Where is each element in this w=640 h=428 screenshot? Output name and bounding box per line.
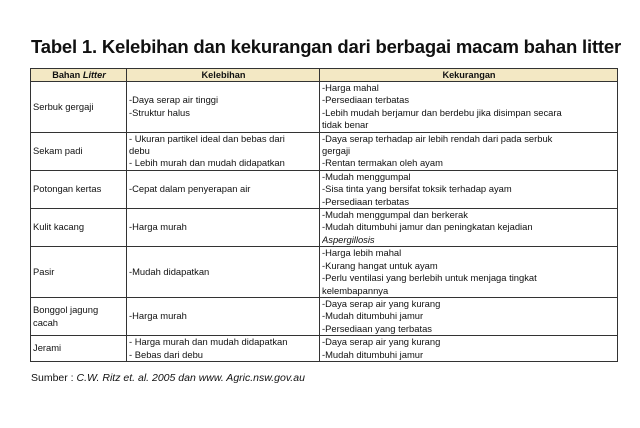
cell-line: -Harga murah [129, 310, 187, 322]
cell-line: -Persediaan terbatas [322, 195, 410, 207]
cons-cell [320, 247, 618, 298]
pros-cell [127, 247, 320, 298]
cell-line: -Mudah ditumbuhi jamur dan peningkatan kejadian [322, 221, 533, 233]
cell-line: -Perlu ventilasi yang berlebih untuk menjaga tingkat [322, 272, 537, 284]
pros-cell [127, 132, 320, 170]
table-header-row [31, 69, 618, 82]
cell-line: -Persediaan terbatas [322, 94, 410, 106]
pros-cell [127, 297, 320, 335]
cell-line: Serbuk gergaji [33, 100, 94, 112]
table-title: Tabel 1. Kelebihan dan kekurangan dari berbagai macam bahan litter [31, 36, 621, 57]
cell-line: -Daya serap terhadap air lebih rendah dari pada serbuk [322, 132, 553, 144]
cell-line: Kulit kacang [33, 221, 85, 233]
cons-cell [320, 297, 618, 335]
cell-line: -Mudah menggumpal [322, 170, 411, 182]
material-cell [31, 336, 127, 362]
cons-cell [320, 209, 618, 247]
cell-line: -Daya serap air yang kurang [322, 297, 441, 309]
material-cell [31, 170, 127, 208]
cell-line: - Bebas dari debu [129, 348, 204, 360]
table-row [31, 297, 618, 335]
cell-line: -Harga murah [129, 221, 187, 233]
cell-line: -Rentan termakan oleh ayam [322, 157, 443, 169]
table-row [31, 82, 618, 133]
material-cell [31, 132, 127, 170]
pros-cell [127, 82, 320, 133]
cell-line: Potongan kertas [33, 183, 102, 195]
cons-cell [320, 170, 618, 208]
header-cons: Kekurangan [320, 69, 618, 82]
cell-line: gergaji [322, 145, 351, 157]
cell-line: -Kurang hangat untuk ayam [322, 259, 438, 271]
cell-line: - Ukuran partikel ideal dan bebas dari [129, 132, 285, 144]
cell-line: Jerami [33, 342, 62, 354]
cell-line: Pasir [33, 265, 55, 277]
table-row [31, 209, 618, 247]
material-cell [31, 297, 127, 335]
cell-line: Sekam padi [33, 145, 83, 157]
cell-line: kelembapannya [322, 284, 389, 296]
cell-line: -Harga lebih mahal [322, 247, 402, 259]
material-cell [31, 82, 127, 133]
cell-line: -Mudah ditumbuhi jamur [322, 348, 424, 360]
litter-table [30, 68, 618, 362]
table-row [31, 170, 618, 208]
cell-line: cacah [33, 316, 59, 328]
cell-line: -Daya serap air yang kurang [322, 336, 441, 348]
table-row [31, 247, 618, 298]
cell-line: -Harga mahal [322, 82, 379, 93]
cell-line: -Daya serap air tinggi [129, 94, 219, 106]
pros-cell [127, 170, 320, 208]
cell-line: -Mudah didapatkan [129, 265, 210, 277]
cell-line: - Harga murah dan mudah didapatkan [129, 336, 288, 348]
header-pros: Kelebihan [127, 69, 320, 82]
cell-line: Aspergillosis [322, 233, 375, 245]
material-cell [31, 209, 127, 247]
cell-line: -Struktur halus [129, 106, 190, 118]
cell-line: Bonggol jagung [33, 304, 99, 316]
pros-cell [127, 209, 320, 247]
cell-line: -Mudah ditumbuhi jamur [322, 310, 424, 322]
pros-cell [127, 336, 320, 362]
cell-line: -Mudah menggumpal dan berkerak [322, 209, 468, 221]
source-note: Sumber : C.W. Ritz et. al. 2005 dan www. Agric.nsw.gov.au [31, 372, 305, 384]
cons-cell [320, 132, 618, 170]
cell-line: debu [129, 145, 150, 157]
header-material: Bahan Litter [31, 69, 127, 82]
cons-cell [320, 336, 618, 362]
cell-line: -Cepat dalam penyerapan air [129, 183, 251, 195]
cell-line: -Sisa tinta yang bersifat toksik terhadap ayam [322, 183, 512, 195]
material-cell [31, 247, 127, 298]
cell-line: -Lebih mudah berjamur dan berdebu jika disimpan secara [322, 106, 562, 118]
cell-line: tidak benar [322, 119, 369, 131]
table-row [31, 132, 618, 170]
cell-line: - Lebih murah dan mudah didapatkan [129, 157, 285, 169]
cell-line: -Persediaan yang terbatas [322, 322, 432, 334]
table-row [31, 336, 618, 362]
cons-cell [320, 82, 618, 133]
